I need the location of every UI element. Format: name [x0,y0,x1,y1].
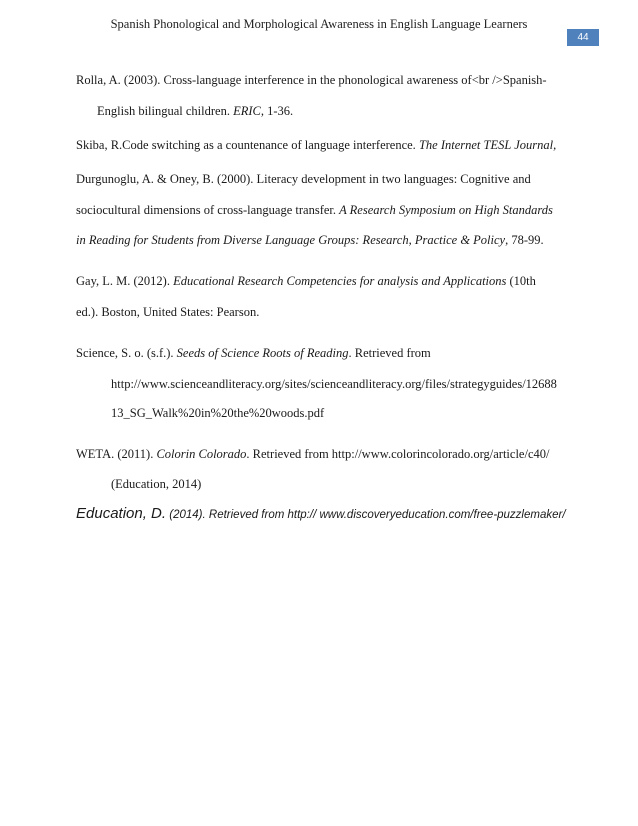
reference-science-url-line2: 13_SG_Walk%20in%20the%20woods.pdf [111,406,325,420]
page-number-badge: 44 [567,29,599,46]
reference-durgunoglu-line3 [76,232,544,248]
reference-text: (2014). Retrieved from http:// www.discoveryeducation.com/free-puzzlemaker/ [166,509,566,521]
reference-text: English bilingual children. [97,104,234,118]
reference-durgunoglu-line2 [76,202,553,218]
reference-text: Gay, L. M. (2012). [76,274,174,288]
reference-text: sociocultural dimensions of cross-language transfer. [76,203,340,217]
reference-source: ERIC, [233,104,264,118]
reference-text: (10th [506,274,536,288]
reference-source: Seeds of Science Roots of Reading [176,346,349,360]
reference-rolla-line1: Rolla, A. (2003). Cross-language interference in the phonological awareness of<br />Spanish- [76,73,547,87]
reference-science-line1 [76,345,431,361]
reference-text: . Retrieved from [348,346,431,360]
reference-education [76,504,566,525]
running-header: Spanish Phonological and Morphological Awareness in English Language Learners [110,17,528,31]
reference-source: The Internet TESL Journal, [418,138,557,152]
reference-source: in Reading for Students from Diverse Language Groups: Research, Practice & Policy [76,233,506,247]
reference-gay-line2: ed.). Boston, United States: Pearson. [76,305,260,319]
reference-gay-line1 [76,273,536,289]
reference-source: A Research Symposium on High Standards [339,203,553,217]
reference-source: Colorin Colorado [156,447,247,461]
reference-weta-line1 [76,446,549,462]
reference-author: Education, D. [76,505,167,522]
reference-science-url-line1: http://www.scienceandliteracy.org/sites/scienceandliteracy.org/files/strategyguides/12688 [111,377,557,391]
reference-text: , 78-99. [505,233,544,247]
reference-text: Science, S. o. (s.f.). [76,346,177,360]
reference-rolla-line2 [97,103,293,119]
reference-source: Educational Research Competencies for analysis and Applications [173,274,507,288]
reference-text: Skiba, R.Code switching as a countenance of language interference. [76,138,419,152]
reference-text: WETA. (2011). [76,447,157,461]
reference-text: . Retrieved from http://www.colorincolorado.org/article/c40/ [246,447,550,461]
reference-text: 1-36. [264,104,294,118]
reference-skiba [76,137,556,153]
reference-durgunoglu-line1: Durgunoglu, A. & Oney, B. (2000). Literacy development in two languages: Cognitive and [76,172,531,186]
reference-weta-line2: (Education, 2014) [111,477,202,491]
